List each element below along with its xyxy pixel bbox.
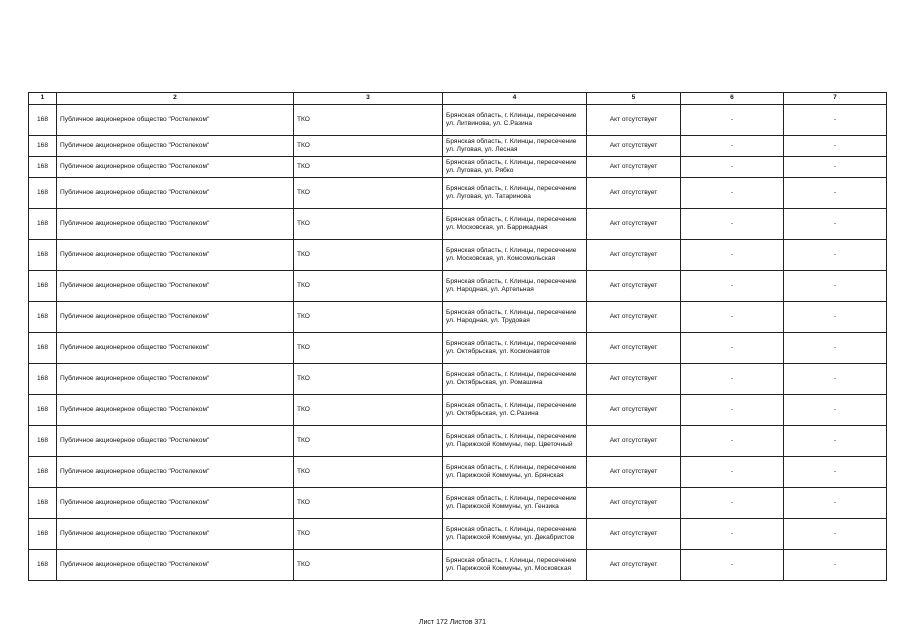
address-cell: Брянская область, г. Клинцы, пересечение ул. Московская, ул. Баррикадная [443,209,587,240]
row-number-cell: 168 [29,364,57,395]
column-6-cell: - [681,333,784,364]
table-row [29,333,887,364]
column-6-cell: - [681,136,784,157]
object-type-cell: ТКО [294,271,443,302]
address-cell: Брянская область, г. Клинцы, пересечение ул. Октябрьская, ул. С.Разина [443,395,587,426]
column-6-cell: - [681,178,784,209]
row-number-cell: 168 [29,178,57,209]
column-6-cell: - [681,457,784,488]
organization-cell: Публичное акционерное общество "Ростелеком" [57,178,294,209]
act-status-cell: Акт отсутствует [587,519,681,550]
act-status-cell: Акт отсутствует [587,157,681,178]
column-6-cell: - [681,550,784,581]
act-status-cell: Акт отсутствует [587,271,681,302]
row-number-cell: 168 [29,457,57,488]
column-6-cell: - [681,395,784,426]
object-type-cell: ТКО [294,209,443,240]
row-number-cell: 168 [29,302,57,333]
row-number-cell: 168 [29,136,57,157]
act-status-cell: Акт отсутствует [587,550,681,581]
table-row [29,271,887,302]
row-number-cell: 168 [29,105,57,136]
column-7-cell: - [784,488,887,519]
act-status-cell: Акт отсутствует [587,333,681,364]
table-row [29,209,887,240]
row-number-cell: 168 [29,426,57,457]
act-status-cell: Акт отсутствует [587,364,681,395]
address-cell: Брянская область, г. Клинцы, пересечение ул. Октябрьская, ул. Ромашина [443,364,587,395]
table-row [29,105,887,136]
column-6-cell: - [681,488,784,519]
records-table [28,92,887,581]
table-row [29,136,887,157]
organization-cell: Публичное акционерное общество "Ростелеком" [57,157,294,178]
column-7-cell: - [784,333,887,364]
organization-cell: Публичное акционерное общество "Ростелеком" [57,333,294,364]
row-number-cell: 168 [29,519,57,550]
address-cell: Брянская область, г. Клинцы, пересечение ул. Литвинова, ул. С.Разина [443,105,587,136]
row-number-cell: 168 [29,488,57,519]
organization-cell: Публичное акционерное общество "Ростелеком" [57,271,294,302]
column-header: 2 [57,93,294,105]
organization-cell: Публичное акционерное общество "Ростелеком" [57,302,294,333]
organization-cell: Публичное акционерное общество "Ростелеком" [57,426,294,457]
object-type-cell: ТКО [294,240,443,271]
address-cell: Брянская область, г. Клинцы, пересечение ул. Парижской Коммуны, ул. Гензика [443,488,587,519]
column-6-cell: - [681,209,784,240]
address-cell: Брянская область, г. Клинцы, пересечение ул. Луговая, ул. Лесная [443,136,587,157]
row-number-cell: 168 [29,271,57,302]
address-cell: Брянская область, г. Клинцы, пересечение ул. Луговая, ул. Татаринова [443,178,587,209]
column-6-cell: - [681,271,784,302]
organization-cell: Публичное акционерное общество "Ростелеком" [57,488,294,519]
address-cell: Брянская область, г. Клинцы, пересечение ул. Парижской Коммуны, ул. Декабристов [443,519,587,550]
object-type-cell: ТКО [294,395,443,426]
column-6-cell: - [681,105,784,136]
organization-cell: Публичное акционерное общество "Ростелеком" [57,395,294,426]
column-7-cell: - [784,519,887,550]
column-7-cell: - [784,136,887,157]
table-row [29,302,887,333]
act-status-cell: Акт отсутствует [587,178,681,209]
row-number-cell: 168 [29,333,57,364]
column-6-cell: - [681,240,784,271]
column-7-cell: - [784,364,887,395]
act-status-cell: Акт отсутствует [587,395,681,426]
act-status-cell: Акт отсутствует [587,457,681,488]
table-row [29,550,887,581]
act-status-cell: Акт отсутствует [587,240,681,271]
object-type-cell: ТКО [294,157,443,178]
organization-cell: Публичное акционерное общество "Ростелеком" [57,364,294,395]
address-cell: Брянская область, г. Клинцы, пересечение ул. Парижской Коммуны, пер. Цветочный [443,426,587,457]
address-cell: Брянская область, г. Клинцы, пересечение ул. Народная, ул. Трудовая [443,302,587,333]
column-6-cell: - [681,426,784,457]
column-6-cell: - [681,157,784,178]
table-row [29,240,887,271]
object-type-cell: ТКО [294,426,443,457]
address-cell: Брянская область, г. Клинцы, пересечение ул. Парижской Коммуны, ул. Московская [443,550,587,581]
object-type-cell: ТКО [294,333,443,364]
column-7-cell: - [784,178,887,209]
column-header: 1 [29,93,57,105]
table-row [29,178,887,209]
address-cell: Брянская область, г. Клинцы, пересечение ул. Московская, ул. Комсомольская [443,240,587,271]
column-7-cell: - [784,395,887,426]
object-type-cell: ТКО [294,519,443,550]
column-header: 3 [294,93,443,105]
column-header: 7 [784,93,887,105]
act-status-cell: Акт отсутствует [587,136,681,157]
table-row [29,364,887,395]
row-number-cell: 168 [29,240,57,271]
address-cell: Брянская область, г. Клинцы, пересечение ул. Народная, ул. Артельная [443,271,587,302]
table-row [29,457,887,488]
column-6-cell: - [681,519,784,550]
table-body [29,105,887,581]
column-7-cell: - [784,550,887,581]
column-header: 6 [681,93,784,105]
table-row [29,519,887,550]
table-row [29,395,887,426]
object-type-cell: ТКО [294,550,443,581]
column-7-cell: - [784,209,887,240]
act-status-cell: Акт отсутствует [587,105,681,136]
table-row [29,426,887,457]
page-counter: Лист 172 Листов 371 [418,619,487,626]
row-number-cell: 168 [29,550,57,581]
table-header [29,93,887,105]
organization-cell: Публичное акционерное общество "Ростелеком" [57,209,294,240]
column-7-cell: - [784,302,887,333]
row-number-cell: 168 [29,157,57,178]
object-type-cell: ТКО [294,364,443,395]
table-row [29,157,887,178]
column-7-cell: - [784,426,887,457]
column-header: 4 [443,93,587,105]
organization-cell: Публичное акционерное общество "Ростелеком" [57,519,294,550]
column-6-cell: - [681,364,784,395]
column-7-cell: - [784,105,887,136]
column-7-cell: - [784,271,887,302]
row-number-cell: 168 [29,209,57,240]
object-type-cell: ТКО [294,136,443,157]
column-header: 5 [587,93,681,105]
object-type-cell: ТКО [294,302,443,333]
address-cell: Брянская область, г. Клинцы, пересечение ул. Парижской Коммуны, ул. Брянская [443,457,587,488]
column-7-cell: - [784,240,887,271]
act-status-cell: Акт отсутствует [587,488,681,519]
organization-cell: Публичное акционерное общество "Ростелеком" [57,457,294,488]
organization-cell: Публичное акционерное общество "Ростелеком" [57,136,294,157]
address-cell: Брянская область, г. Клинцы, пересечение ул. Луговая, ул. Рябко [443,157,587,178]
act-status-cell: Акт отсутствует [587,209,681,240]
act-status-cell: Акт отсутствует [587,302,681,333]
object-type-cell: ТКО [294,488,443,519]
organization-cell: Публичное акционерное общество "Ростелеком" [57,105,294,136]
act-status-cell: Акт отсутствует [587,426,681,457]
table-row [29,488,887,519]
column-7-cell: - [784,157,887,178]
address-cell: Брянская область, г. Клинцы, пересечение ул. Октябрьская, ул. Космонавтов [443,333,587,364]
header-row [29,93,887,105]
row-number-cell: 168 [29,395,57,426]
organization-cell: Публичное акционерное общество "Ростелеком" [57,240,294,271]
object-type-cell: ТКО [294,105,443,136]
column-6-cell: - [681,302,784,333]
object-type-cell: ТКО [294,178,443,209]
organization-cell: Публичное акционерное общество "Ростелеком" [57,550,294,581]
column-7-cell: - [784,457,887,488]
object-type-cell: ТКО [294,457,443,488]
